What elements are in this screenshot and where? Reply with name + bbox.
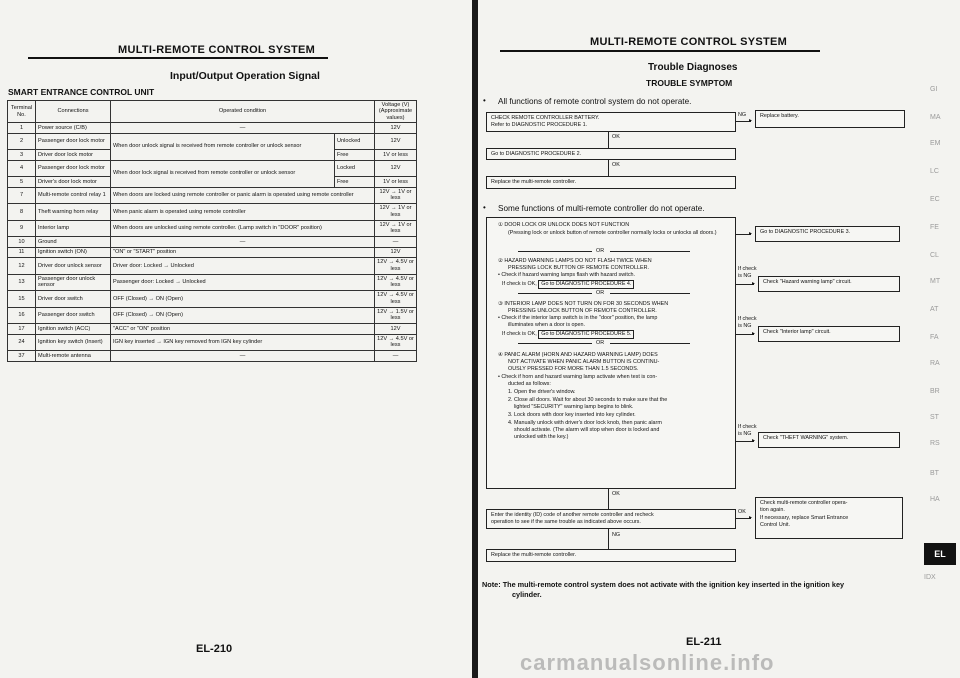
arrow-right-icon: ▸ [749, 231, 753, 237]
connection-cell: Theft warning horn relay [36, 204, 111, 221]
or-label: OR [596, 340, 605, 346]
state-cell: Free [335, 177, 375, 188]
step-4b: should activate. (The alarm will stop when door is locked and [514, 427, 660, 433]
voltage-cell: 12V [375, 247, 417, 258]
connection-cell: Driver door lock motor [36, 150, 111, 161]
condition-cell: — [111, 123, 375, 134]
terminal-cell: 1 [8, 123, 36, 134]
terminal-cell: 8 [8, 204, 36, 221]
section-index-label: EM [930, 140, 941, 147]
connection-cell: Passenger door unlock sensor [36, 274, 111, 291]
symptom-some: Some functions of multi-remote controller do not operate. [498, 204, 705, 213]
item4-text-2: ducted as follows: [508, 381, 551, 387]
section-index-label: AT [930, 306, 939, 313]
table-row [8, 133, 417, 150]
voltage-cell: 12V → 1V or less [375, 187, 417, 204]
if-check-label [738, 424, 757, 438]
connection-cell: Driver's door lock motor [36, 177, 111, 188]
note-text: cylinder. [512, 589, 542, 599]
table-row [8, 351, 417, 362]
right-page [478, 0, 960, 678]
step-3: 3. Lock doors with door key inserted into key cylinder. [508, 412, 636, 418]
item2-ok [502, 280, 634, 289]
condition-cell: OFF (Closed) → ON (Open) [111, 291, 375, 308]
note-label: Note: [482, 580, 501, 589]
enter-id-box [486, 509, 736, 529]
connection-cell: Ignition switch (ON) [36, 247, 111, 258]
condition-cell: — [111, 237, 375, 248]
page-title: Trouble Diagnoses [648, 62, 738, 73]
voltage-cell: 12V [375, 133, 417, 150]
condition-cell: OFF (Closed) → ON (Open) [111, 307, 375, 324]
table-row [8, 160, 417, 177]
condition-cell: — [111, 351, 375, 362]
section-index-label: RA [930, 360, 940, 367]
state-cell: Locked [335, 160, 375, 177]
arrow-right-icon: ▸ [752, 281, 756, 287]
condition-cell: When door lock signal is received from remote controller or unlock sensor [111, 160, 335, 187]
ok-label: OK [612, 491, 620, 497]
voltage-cell: 1V or less [375, 177, 417, 188]
state-cell: Unlocked [335, 133, 375, 150]
if-check-label [738, 316, 757, 330]
table-row [8, 237, 417, 248]
connection-cell: Driver door unlock sensor [36, 258, 111, 275]
step-4c: unlocked with the key.) [514, 434, 569, 440]
section-index-label: BR [930, 388, 940, 395]
section-title: SMART ENTRANCE CONTROL UNIT [8, 87, 155, 97]
note-text: The multi-remote control system does not activate with the ignition key inserted in the ignition key [502, 580, 845, 589]
text-line: is NG [738, 431, 752, 438]
section-index-label: EC [930, 196, 940, 203]
item1-text: (Pressing lock or unlock button of remote controller normally locks or unlocks all doors.) [508, 230, 717, 236]
state-cell: Free [335, 150, 375, 161]
voltage-cell: 12V [375, 160, 417, 177]
connection-cell: Multi-remote antenna [36, 351, 111, 362]
section-index-label: MT [930, 278, 941, 285]
step-4a: 4. Manually unlock with driver's door lock knob, then panic alarm [508, 420, 662, 426]
connection-cell: Interior lamp [36, 220, 111, 237]
condition-cell: "ACC" or "ON" position [111, 324, 375, 335]
connection-cell: Driver door switch [36, 291, 111, 308]
left-page [0, 0, 472, 678]
item3-text-1: • Check if the interior lamp switch is in the "door" position, the lamp [498, 315, 658, 321]
condition-cell: "ON" or "START" position [111, 247, 375, 258]
terminal-cell: 5 [8, 177, 36, 188]
if-ok-text: If check is OK, [502, 281, 537, 287]
connection-cell: Passenger door lock motor [36, 133, 111, 150]
voltage-cell: 12V [375, 123, 417, 134]
connection-cell: Multi-remote control relay 1 [36, 187, 111, 204]
terminal-cell: 12 [8, 258, 36, 275]
terminal-cell: 11 [8, 247, 36, 258]
ok-label: OK [612, 162, 620, 168]
diag-proc2-box: Go to DIAGNOSTIC PROCEDURE 2. [486, 148, 736, 160]
divider [518, 251, 592, 252]
connector [608, 489, 609, 509]
item2-text: • Check if hazard warning lamps flash with hazard switch. [498, 272, 636, 278]
interior-circuit-box: Check "Interior lamp" circuit. [758, 326, 900, 342]
voltage-cell: 12V → 1.5V or less [375, 307, 417, 324]
condition-cell: When panic alarm is operated using remote controller [111, 204, 375, 221]
section-index-label: HA [930, 496, 940, 503]
voltage-cell: 12V → 1V or less [375, 220, 417, 237]
section-index-label: LC [930, 168, 939, 175]
text-line: If check [738, 266, 757, 272]
text-line: If check [738, 316, 757, 322]
connector [608, 132, 609, 148]
connection-cell: Ignition key switch (Insert) [36, 334, 111, 351]
item2-title-1: ② HAZARD WARNING LAMPS DO NOT FLASH TWICE WHEN [498, 258, 652, 264]
arrow-right-icon: ▸ [749, 515, 753, 521]
table-row [8, 274, 417, 291]
voltage-cell: — [375, 351, 417, 362]
section-index-label: ST [930, 414, 939, 421]
section-index-label: MA [930, 114, 941, 121]
terminal-cell: 13 [8, 274, 36, 291]
item4-title-2: NOT ACTIVATE WHEN PANIC ALARM BUTTON IS CONTINU- [508, 359, 660, 365]
condition-cell: Driver door: Locked → Unlocked [111, 258, 375, 275]
table-row [8, 307, 417, 324]
ok-label: OK [738, 509, 746, 515]
diag-proc5-inline: Go to DIAGNOSTIC PROCEDURE 5. [538, 330, 634, 339]
watermark: carmanualsonline.info [520, 650, 775, 675]
terminal-cell: 37 [8, 351, 36, 362]
item3-title-1: ③ INTERIOR LAMP DOES NOT TURN ON FOR 30 SECONDS WHEN [498, 301, 669, 307]
header-rule [500, 50, 820, 52]
terminal-cell: 4 [8, 160, 36, 177]
page-number: EL-211 [686, 636, 722, 648]
divider [610, 343, 690, 344]
voltage-cell: 12V → 1V or less [375, 204, 417, 221]
or-label: OR [596, 290, 605, 296]
io-signal-table [7, 100, 417, 362]
box-line: CHECK REMOTE CONTROLLER BATTERY. [491, 115, 600, 121]
item2-title-2: PRESSING LOCK BUTTON OF REMOTE CONTROLLER. [508, 265, 649, 271]
arrow-right-icon: ▸ [752, 438, 756, 444]
section-tab: EL [924, 543, 956, 565]
condition-cell: When doors are locked using remote controller or panic alarm is operated using remote controller [111, 187, 375, 204]
terminal-cell: 16 [8, 307, 36, 324]
ng-label: NG [612, 532, 621, 538]
text-line: is NG [738, 323, 752, 330]
voltage-cell: 12V → 4.5V or less [375, 274, 417, 291]
connection-cell: Ground [36, 237, 111, 248]
table-header: Terminal No. [8, 101, 36, 123]
terminal-cell: 15 [8, 291, 36, 308]
table-row [8, 258, 417, 275]
section-index-label: BT [930, 470, 939, 477]
page-title: Input/Output Operation Signal [170, 70, 320, 82]
ok-label: OK [612, 134, 620, 140]
if-ok-text: If check is OK, [502, 331, 537, 337]
theft-warning-box: Check "THEFT WARNING" system. [758, 432, 900, 448]
divider [518, 343, 592, 344]
table-header: Voltage (V) (Approximate values) [375, 101, 417, 123]
header-rule [28, 57, 328, 59]
divider [610, 293, 690, 294]
connection-cell: Passenger door lock motor [36, 160, 111, 177]
terminal-cell: 7 [8, 187, 36, 204]
voltage-cell: 12V [375, 324, 417, 335]
step-2b: lighted "SECURITY" warning lamp begins to blink. [514, 404, 634, 410]
condition-cell: When door unlock signal is received from remote controller or unlock sensor [111, 133, 335, 160]
replace-battery-box: Replace battery. [755, 110, 905, 128]
diag-proc3-box: Go to DIAGNOSTIC PROCEDURE 3. [755, 226, 900, 242]
table-header: Connections [36, 101, 111, 123]
table-row [8, 247, 417, 258]
condition-cell: When doors are unlocked using remote controller. (Lamp switch in "DOOR" position) [111, 220, 375, 237]
bullet: • [483, 96, 486, 105]
item1-title: ① DOOR LOCK OR UNLOCK DOES NOT FUNCTION [498, 222, 630, 228]
if-check-label [738, 266, 757, 280]
terminal-cell: 10 [8, 237, 36, 248]
text-line: is NG [738, 273, 752, 280]
table-row [8, 334, 417, 351]
step-2a: 2. Close all doors. Wait for about 30 seconds to make sure that the [508, 397, 668, 403]
divider [518, 293, 592, 294]
connector [608, 529, 609, 549]
voltage-cell: 12V → 4.5V or less [375, 291, 417, 308]
voltage-cell: 12V → 4.5V or less [375, 334, 417, 351]
connection-cell: Power source (C/B) [36, 123, 111, 134]
replace-unit-box: Replace the multi-remote controller. [486, 176, 736, 189]
condition-cell: IGN key inserted → IGN key removed from IGN key cylinder [111, 334, 375, 351]
section-index-label: IDX [924, 574, 936, 581]
check-battery-box [486, 112, 736, 132]
box-line: Refer to DIAGNOSTIC PROCEDURE 1. [491, 122, 588, 129]
arrow-right-icon: ▸ [752, 331, 756, 337]
item3-text-2: illuminates when a door is open. [508, 322, 586, 328]
terminal-cell: 2 [8, 133, 36, 150]
terminal-cell: 3 [8, 150, 36, 161]
table-row [8, 291, 417, 308]
section-index-label: FE [930, 224, 939, 231]
page-header: MULTI-REMOTE CONTROL SYSTEM [118, 44, 316, 56]
diag-proc4-inline: Go to DIAGNOSTIC PROCEDURE 4. [538, 280, 634, 289]
voltage-cell: 1V or less [375, 150, 417, 161]
section-index-label: FA [930, 334, 939, 341]
note [482, 580, 844, 600]
text-line: If check [738, 424, 757, 430]
hazard-circuit-box: Check "Hazard warning lamp" circuit. [758, 276, 900, 292]
terminal-cell: 9 [8, 220, 36, 237]
connection-cell: Ignition switch (ACC) [36, 324, 111, 335]
symptom-all: All functions of remote control system do not operate. [498, 97, 692, 106]
voltage-cell: — [375, 237, 417, 248]
table-row [8, 187, 417, 204]
ng-label: NG [738, 112, 747, 118]
box-line: Control Unit. [760, 521, 790, 528]
box-line: tion again. [760, 507, 785, 514]
arrow-right-icon: ▸ [749, 118, 753, 124]
table-row [8, 204, 417, 221]
item3-title-2: PRESSING UNLOCK BUTTON OF REMOTE CONTROLLER. [508, 308, 657, 314]
condition-cell: Passenger door: Locked → Unlocked [111, 274, 375, 291]
connection-cell: Passenger door switch [36, 307, 111, 324]
or-label: OR [596, 248, 605, 254]
section-index-label: RS [930, 440, 940, 447]
replace-unit-box: Replace the multi-remote controller. [486, 549, 736, 562]
table-row [8, 123, 417, 134]
item4-title-1: ④ PANIC ALARM (HORN AND HAZARD WARNING LAMP) DOES [498, 352, 658, 358]
box-line: Enter the identity (ID) code of another remote controller and recheck [491, 512, 654, 518]
terminal-cell: 17 [8, 324, 36, 335]
table-row [8, 324, 417, 335]
step-1: 1. Open the driver's window. [508, 389, 576, 395]
item4-text-1: • Check if horn and hazard warning lamp activate when test is con- [498, 374, 658, 380]
divider [610, 251, 690, 252]
table-row [8, 220, 417, 237]
table-header: Operated condition [111, 101, 375, 123]
check-unit-box [755, 497, 903, 539]
page-number: EL-210 [196, 643, 233, 655]
section-index-label: CL [930, 252, 939, 259]
voltage-cell: 12V → 4.5V or less [375, 258, 417, 275]
terminal-cell: 24 [8, 334, 36, 351]
page-subtitle: TROUBLE SYMPTOM [646, 78, 733, 88]
connector [608, 160, 609, 176]
box-line: Check multi-remote controller opera- [760, 500, 848, 506]
box-line: operation to see if the same trouble as indicated above occurs. [491, 519, 641, 526]
bullet: • [483, 203, 486, 212]
box-line: If necessary, replace Smart Entrance [760, 514, 849, 521]
page-header: MULTI-REMOTE CONTROL SYSTEM [590, 36, 788, 48]
item3-ok [502, 330, 634, 339]
item4-title-3: OUSLY PRESSED FOR MORE THAN 1.5 SECONDS. [508, 366, 639, 372]
section-index-label: GI [930, 86, 938, 93]
